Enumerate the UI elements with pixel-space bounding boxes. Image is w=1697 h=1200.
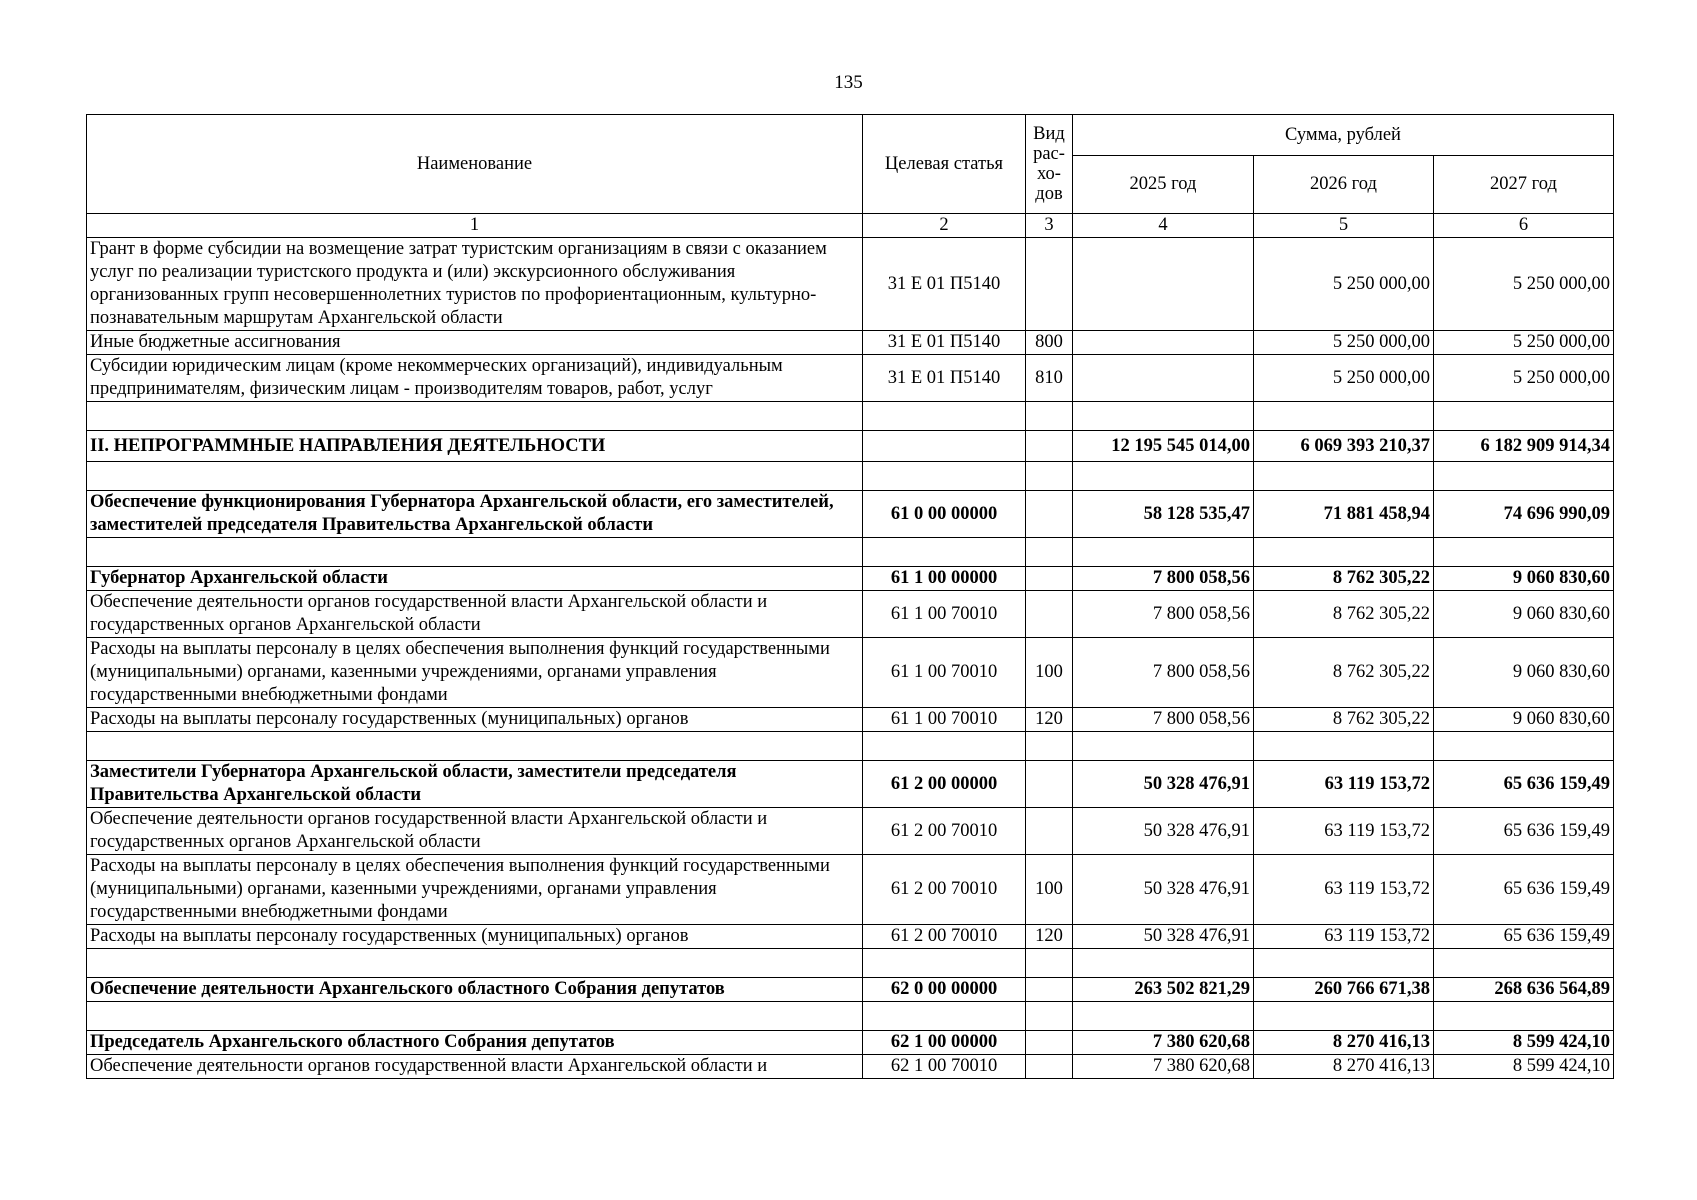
- header-2026: 2026 год: [1254, 156, 1434, 214]
- row-2025: 50 328 476,91: [1073, 761, 1254, 808]
- row-2027: 9 060 830,60: [1434, 638, 1614, 708]
- row-code: 61 2 00 70010: [863, 855, 1026, 925]
- row-kind: [1026, 1031, 1073, 1055]
- row-code: 61 1 00 70010: [863, 591, 1026, 638]
- row-kind: 120: [1026, 708, 1073, 732]
- row-2026: 5 250 000,00: [1254, 238, 1434, 331]
- row-name: Обеспечение деятельности Архангельского областного Собрания депутатов: [87, 978, 863, 1002]
- section-row: [87, 761, 1614, 808]
- table-row: [87, 638, 1614, 708]
- row-name: Расходы на выплаты персоналу в целях обеспечения выполнения функций государственными (муниципальными) органами, казенными учреждениями, органами управления государственными внебюджетными фондами: [87, 638, 863, 708]
- section-row: [87, 978, 1614, 1002]
- row-2026: 5 250 000,00: [1254, 355, 1434, 402]
- row-2026: 8 762 305,22: [1254, 638, 1434, 708]
- page-number: 135: [834, 72, 863, 93]
- row-2026: 71 881 458,94: [1254, 491, 1434, 538]
- row-2027: 5 250 000,00: [1434, 238, 1614, 331]
- row-2025: [1073, 238, 1254, 331]
- row-code: 61 2 00 70010: [863, 808, 1026, 855]
- column-index: 5: [1254, 214, 1434, 238]
- row-kind: 120: [1026, 925, 1073, 949]
- row-2026: 63 119 153,72: [1254, 855, 1434, 925]
- row-2025: 7 380 620,68: [1073, 1031, 1254, 1055]
- row-2027: 8 599 424,10: [1434, 1031, 1614, 1055]
- row-name: Расходы на выплаты персоналу государственных (муниципальных) органов: [87, 708, 863, 732]
- row-kind: [1026, 761, 1073, 808]
- spacer-row: [87, 1002, 1614, 1031]
- row-2026: 260 766 671,38: [1254, 978, 1434, 1002]
- row-kind: 100: [1026, 638, 1073, 708]
- row-name: Иные бюджетные ассигнования: [87, 331, 863, 355]
- header-target: Целевая статья: [863, 115, 1026, 214]
- table-row: [87, 925, 1614, 949]
- table-row: [87, 238, 1614, 331]
- budget-table: [86, 114, 1614, 1079]
- row-name: Губернатор Архангельской области: [87, 567, 863, 591]
- row-name: Обеспечение деятельности органов государственной власти Архангельской области и: [87, 1055, 863, 1079]
- row-2027: 65 636 159,49: [1434, 925, 1614, 949]
- row-2025: 12 195 545 014,00: [1073, 431, 1254, 462]
- row-2026: 63 119 153,72: [1254, 808, 1434, 855]
- row-2027: 268 636 564,89: [1434, 978, 1614, 1002]
- row-kind: [1026, 591, 1073, 638]
- row-kind: 100: [1026, 855, 1073, 925]
- spacer-row: [87, 732, 1614, 761]
- row-2027: 9 060 830,60: [1434, 708, 1614, 732]
- row-2027: 65 636 159,49: [1434, 761, 1614, 808]
- row-kind: [1026, 1055, 1073, 1079]
- row-2027: 65 636 159,49: [1434, 808, 1614, 855]
- spacer-row: [87, 462, 1614, 491]
- row-2025: 58 128 535,47: [1073, 491, 1254, 538]
- table-row: [87, 855, 1614, 925]
- column-index: 6: [1434, 214, 1614, 238]
- row-2027: 6 182 909 914,34: [1434, 431, 1614, 462]
- row-2025: 7 800 058,56: [1073, 591, 1254, 638]
- row-name: Председатель Архангельского областного Собрания депутатов: [87, 1031, 863, 1055]
- header-kind: Вид рас-хо-дов: [1026, 115, 1073, 214]
- table-row: [87, 808, 1614, 855]
- row-code: 62 1 00 00000: [863, 1031, 1026, 1055]
- spacer-row: [87, 538, 1614, 567]
- row-code: [863, 431, 1026, 462]
- row-2026: 8 270 416,13: [1254, 1055, 1434, 1079]
- header-2027: 2027 год: [1434, 156, 1614, 214]
- section-row: [87, 491, 1614, 538]
- column-index: 4: [1073, 214, 1254, 238]
- row-2025: [1073, 355, 1254, 402]
- row-name: Расходы на выплаты персоналу в целях обеспечения выполнения функций государственными (муниципальными) органами, казенными учреждениями, органами управления государственными внебюджетными фондами: [87, 855, 863, 925]
- row-name: Заместители Губернатора Архангельской области, заместители председателя Правительства Архангельской области: [87, 761, 863, 808]
- row-2027: 9 060 830,60: [1434, 591, 1614, 638]
- row-kind: [1026, 238, 1073, 331]
- row-name: Обеспечение функционирования Губернатора Архангельской области, его заместителей, заместителей председателя Правительства Архангельской области: [87, 491, 863, 538]
- row-code: 31 Е 01 П5140: [863, 238, 1026, 331]
- row-kind: [1026, 491, 1073, 538]
- row-kind: 800: [1026, 331, 1073, 355]
- row-2026: 5 250 000,00: [1254, 331, 1434, 355]
- section-row: [87, 1031, 1614, 1055]
- row-2025: 50 328 476,91: [1073, 855, 1254, 925]
- table-row: [87, 708, 1614, 732]
- row-code: 31 Е 01 П5140: [863, 331, 1026, 355]
- spacer-row: [87, 949, 1614, 978]
- spacer-row: [87, 402, 1614, 431]
- column-index: 1: [87, 214, 863, 238]
- row-name: Субсидии юридическим лицам (кроме некоммерческих организаций), индивидуальным предпринимателям, физическим лицам - производителям товаров, работ, услуг: [87, 355, 863, 402]
- row-code: 31 Е 01 П5140: [863, 355, 1026, 402]
- row-code: 61 1 00 70010: [863, 638, 1026, 708]
- row-name: II. НЕПРОГРАММНЫЕ НАПРАВЛЕНИЯ ДЕЯТЕЛЬНОСТИ: [87, 431, 863, 462]
- row-2025: 7 800 058,56: [1073, 708, 1254, 732]
- row-name: Обеспечение деятельности органов государственной власти Архангельской области и государственных органов Архангельской области: [87, 591, 863, 638]
- row-2026: 8 762 305,22: [1254, 567, 1434, 591]
- row-2025: [1073, 331, 1254, 355]
- row-2025: 263 502 821,29: [1073, 978, 1254, 1002]
- table-row: [87, 331, 1614, 355]
- table-row: [87, 355, 1614, 402]
- column-index-row: [87, 214, 1614, 238]
- row-2027: 8 599 424,10: [1434, 1055, 1614, 1079]
- row-code: 61 2 00 70010: [863, 925, 1026, 949]
- row-code: 61 1 00 70010: [863, 708, 1026, 732]
- column-index: 2: [863, 214, 1026, 238]
- row-2027: 9 060 830,60: [1434, 567, 1614, 591]
- row-kind: [1026, 808, 1073, 855]
- section-row: [87, 431, 1614, 462]
- row-2027: 65 636 159,49: [1434, 855, 1614, 925]
- row-kind: [1026, 978, 1073, 1002]
- row-2025: 7 800 058,56: [1073, 638, 1254, 708]
- row-code: 61 1 00 00000: [863, 567, 1026, 591]
- row-2025: 7 380 620,68: [1073, 1055, 1254, 1079]
- row-code: 62 0 00 00000: [863, 978, 1026, 1002]
- column-index: 3: [1026, 214, 1073, 238]
- section-row: [87, 567, 1614, 591]
- row-name: Обеспечение деятельности органов государственной власти Архангельской области и государственных органов Архангельской области: [87, 808, 863, 855]
- header-sum: Сумма, рублей: [1073, 115, 1614, 156]
- row-2026: 63 119 153,72: [1254, 925, 1434, 949]
- row-2026: 8 762 305,22: [1254, 708, 1434, 732]
- table-row: [87, 1055, 1614, 1079]
- row-2025: 7 800 058,56: [1073, 567, 1254, 591]
- row-2025: 50 328 476,91: [1073, 808, 1254, 855]
- row-2025: 50 328 476,91: [1073, 925, 1254, 949]
- row-code: 61 0 00 00000: [863, 491, 1026, 538]
- row-2026: 63 119 153,72: [1254, 761, 1434, 808]
- row-kind: [1026, 431, 1073, 462]
- row-kind: [1026, 567, 1073, 591]
- row-code: 61 2 00 00000: [863, 761, 1026, 808]
- row-2027: 5 250 000,00: [1434, 355, 1614, 402]
- row-kind: 810: [1026, 355, 1073, 402]
- header-name: Наименование: [87, 115, 863, 214]
- row-2027: 5 250 000,00: [1434, 331, 1614, 355]
- row-code: 62 1 00 70010: [863, 1055, 1026, 1079]
- header-2025: 2025 год: [1073, 156, 1254, 214]
- header-row: [87, 115, 1614, 156]
- row-name: Грант в форме субсидии на возмещение затрат туристским организациям в связи с оказанием услуг по реализации туристского продукта и (или) экскурсионного обслуживания организованных групп несовершеннолетних туристов по профориентационным, культурно-познавательным маршрутам Архангельской области: [87, 238, 863, 331]
- row-name: Расходы на выплаты персоналу государственных (муниципальных) органов: [87, 925, 863, 949]
- row-2026: 6 069 393 210,37: [1254, 431, 1434, 462]
- row-2026: 8 270 416,13: [1254, 1031, 1434, 1055]
- table-row: [87, 591, 1614, 638]
- row-2027: 74 696 990,09: [1434, 491, 1614, 538]
- row-2026: 8 762 305,22: [1254, 591, 1434, 638]
